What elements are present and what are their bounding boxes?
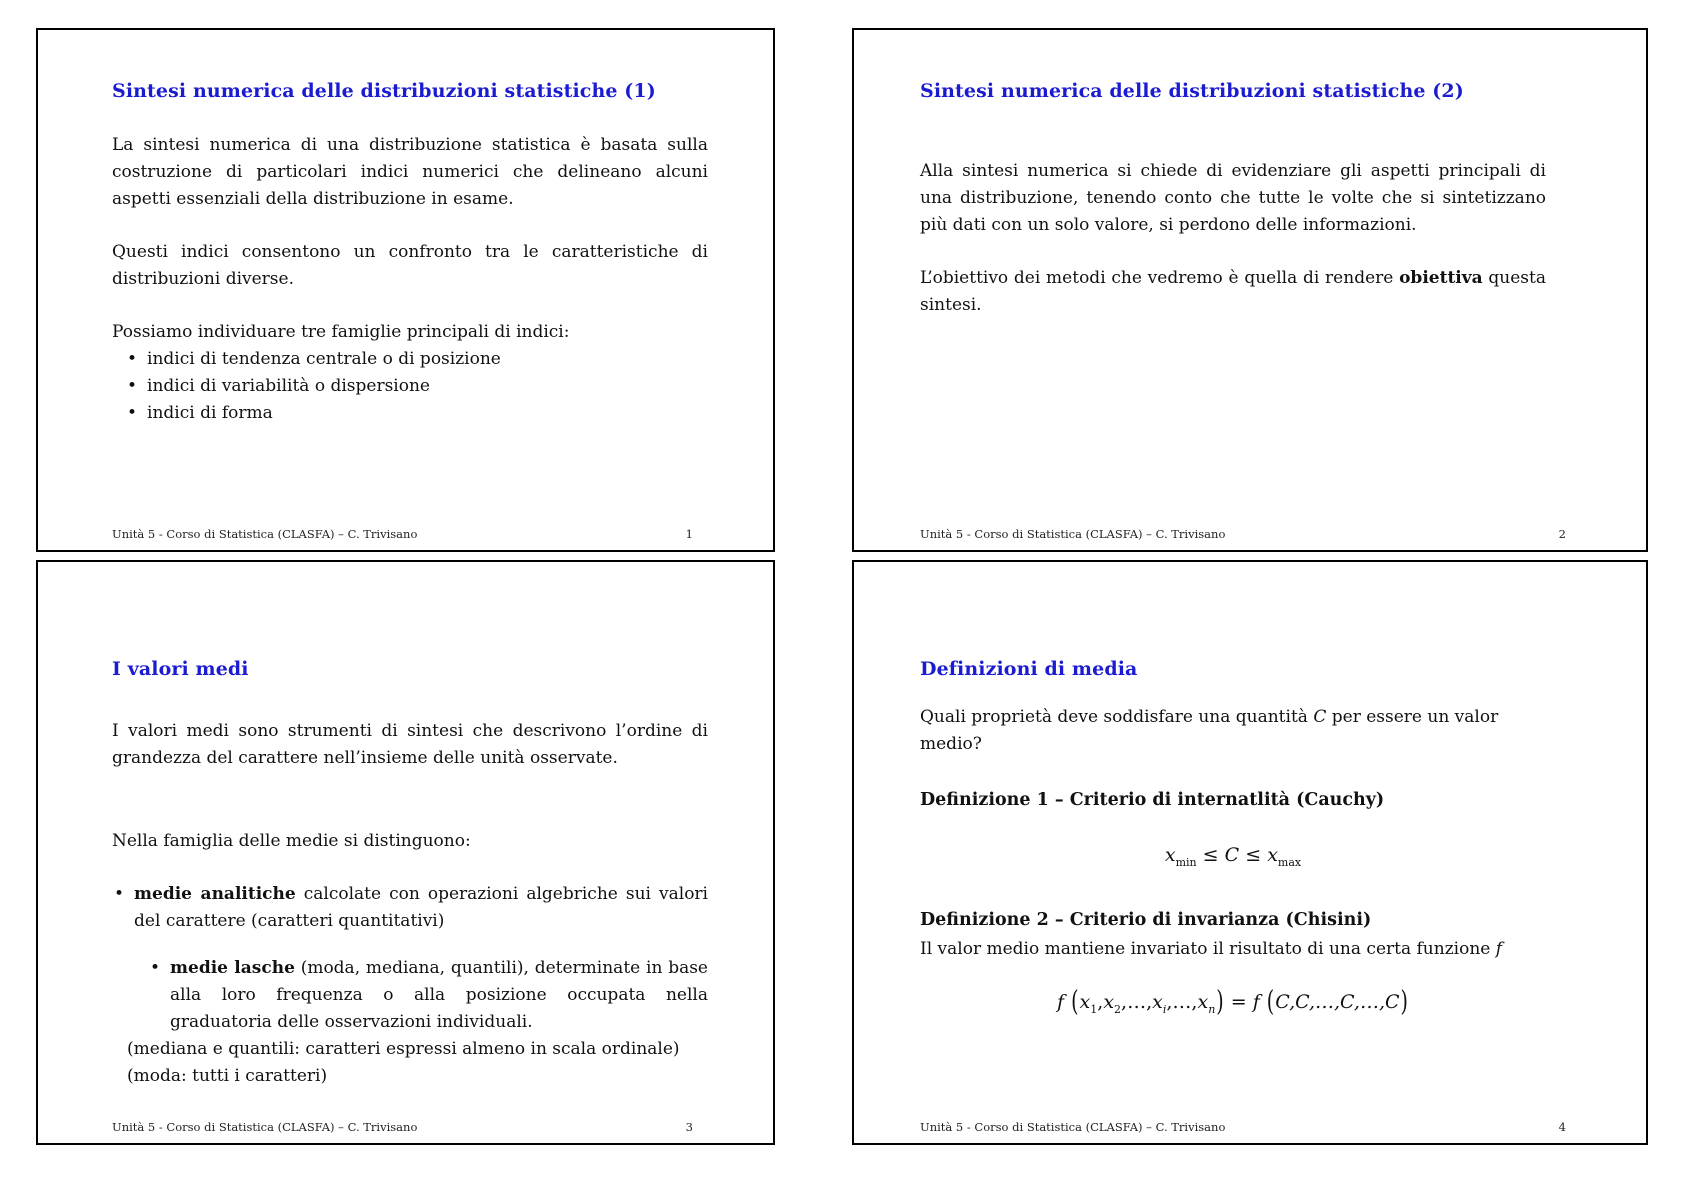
- text-segment: ≤: [1196, 844, 1225, 866]
- slide-content: [38, 658, 773, 1090]
- slide-3: [36, 560, 775, 1145]
- text-segment: medie analitiche: [134, 884, 296, 904]
- text-segment: x: [1267, 844, 1278, 866]
- text-segment: =: [1224, 991, 1253, 1013]
- slide-content: [854, 80, 1646, 319]
- slide-footer: [920, 527, 1566, 541]
- text-segment: max: [1277, 856, 1302, 869]
- formula-invariance: [920, 987, 1546, 1025]
- list-intro: Possiamo individuare tre famiglie principali di indici:: [112, 322, 570, 342]
- text-segment: f: [1252, 991, 1260, 1013]
- list-item-label: [134, 881, 708, 935]
- paragraph: [920, 265, 1546, 319]
- bullet-icon: •: [127, 403, 138, 423]
- paragraph: Nella famiglia delle medie si distinguono:: [112, 831, 471, 851]
- bullet-icon: •: [150, 958, 161, 978]
- text-segment: ,: [1097, 991, 1104, 1013]
- text-segment: (: [1071, 986, 1079, 1018]
- text-segment: x: [1152, 991, 1163, 1013]
- text-segment: calcolate con operazioni algebriche sui valori del carattere (caratteri quantitativi): [134, 884, 708, 931]
- paragraph: Questi indici consentono un confronto tra le caratteristiche di distribuzioni diverse.: [112, 242, 708, 289]
- list-item: [150, 955, 708, 1036]
- text-segment: ≤: [1239, 844, 1268, 866]
- text-segment: ,…,: [1121, 991, 1153, 1013]
- paragraph: [920, 704, 1546, 758]
- paragraph: [920, 936, 1546, 963]
- text-segment: n: [1208, 1003, 1216, 1016]
- text-segment: i: [1162, 1003, 1167, 1016]
- slide-content: [38, 80, 773, 427]
- list-item: [127, 400, 708, 427]
- slide-footer: [920, 1120, 1566, 1134]
- text-segment: x: [1079, 991, 1091, 1013]
- list-item-label: [170, 955, 708, 1036]
- text-segment: f: [1057, 991, 1065, 1013]
- slide-title: I valori medi: [112, 658, 249, 680]
- text-segment: L’obiettivo dei metodi che vedremo è quella di rendere: [920, 268, 1400, 288]
- text-segment: 2: [1114, 1003, 1122, 1016]
- list-item: [127, 373, 708, 400]
- text-segment: ,…,: [1166, 991, 1198, 1013]
- definition-heading: Definizione 1 – Criterio di internatlità (Cauchy): [920, 790, 1385, 810]
- text-segment: f: [1495, 939, 1503, 959]
- text-segment: medie lasche: [170, 958, 295, 978]
- slide-title: Sintesi numerica delle distribuzioni statistiche (1): [112, 80, 656, 102]
- paragraph: La sintesi numerica di una distribuzione statistica è basata sulla costruzione di particolari indici numerici che delineano alcuni aspetti essenziali della distribuzione in esame.: [112, 135, 708, 209]
- slide-4: [852, 560, 1648, 1145]
- footer-course-label: Unità 5 - Corso di Statistica (CLASFA) – C. Trivisano: [112, 527, 418, 541]
- text-segment: x: [1103, 991, 1115, 1013]
- list-item-label: indici di variabilità o dispersione: [147, 376, 430, 396]
- text-segment: 1: [1090, 1003, 1098, 1016]
- text-segment: per essere un valor medio?: [920, 707, 1499, 754]
- text-segment: C: [1313, 707, 1327, 727]
- text-segment: x: [1164, 844, 1176, 866]
- note-line: (mediana e quantili: caratteri espressi almeno in scala ordinale): [127, 1039, 680, 1059]
- text-segment: C,C,…,C,…,C: [1275, 991, 1400, 1013]
- page-number: 3: [685, 1120, 693, 1134]
- slide-title: Sintesi numerica delle distribuzioni statistiche (2): [920, 80, 1464, 102]
- slide-content: [854, 658, 1646, 1025]
- bullet-icon: •: [127, 349, 138, 369]
- list-item: [127, 346, 708, 373]
- text-segment: x: [1197, 991, 1209, 1013]
- footer-course-label: Unità 5 - Corso di Statistica (CLASFA) – C. Trivisano: [112, 1120, 418, 1134]
- page-number: 4: [1558, 1120, 1566, 1134]
- text-segment: min: [1175, 856, 1197, 869]
- slide-footer: [112, 1120, 693, 1134]
- slide-footer: [112, 527, 693, 541]
- text-segment: Il valor medio mantiene invariato il risultato di una certa funzione: [920, 939, 1496, 959]
- footer-course-label: Unità 5 - Corso di Statistica (CLASFA) – C. Trivisano: [920, 1120, 1226, 1134]
- text-segment: ): [1216, 986, 1224, 1018]
- paragraph: I valori medi sono strumenti di sintesi che descrivono l’ordine di grandezza del carattere nell’insieme delle unità osservate.: [112, 721, 708, 768]
- list-item: [114, 881, 708, 935]
- bullet-icon: •: [127, 376, 138, 396]
- text-segment: (: [1266, 986, 1275, 1018]
- formula-internality: [920, 840, 1546, 878]
- text-segment: questa sintesi.: [920, 268, 1546, 315]
- page-number: 1: [685, 527, 693, 541]
- slide-title: Definizioni di media: [920, 658, 1138, 680]
- list-item-label: indici di tendenza centrale o di posizione: [147, 349, 501, 369]
- text-segment: obiettiva: [1399, 268, 1483, 288]
- paragraph: Alla sintesi numerica si chiede di evidenziare gli aspetti principali di una distribuzione, tenendo conto che tutte le volte che si sintetizzano più dati con un solo valore, si perdono delle informazioni.: [920, 161, 1546, 235]
- note-line: (moda: tutti i caratteri): [127, 1066, 328, 1086]
- text-segment: (moda, mediana, quantili), determinate in base alla loro frequenza o alla posizione occupata nella graduatoria delle osservazioni individuali.: [170, 958, 708, 1032]
- slide-1: [36, 28, 775, 552]
- list-item-label: indici di forma: [147, 403, 273, 423]
- page-number: 2: [1558, 527, 1566, 541]
- bullet-icon: •: [114, 884, 125, 904]
- footer-course-label: Unità 5 - Corso di Statistica (CLASFA) – C. Trivisano: [920, 527, 1226, 541]
- text-segment: C: [1224, 844, 1240, 866]
- definition-heading: Definizione 2 – Criterio di invarianza (Chisini): [920, 910, 1372, 930]
- text-segment: ): [1400, 986, 1408, 1018]
- text-segment: Quali proprietà deve soddisfare una quantità: [920, 707, 1314, 727]
- slide-2: [852, 28, 1648, 552]
